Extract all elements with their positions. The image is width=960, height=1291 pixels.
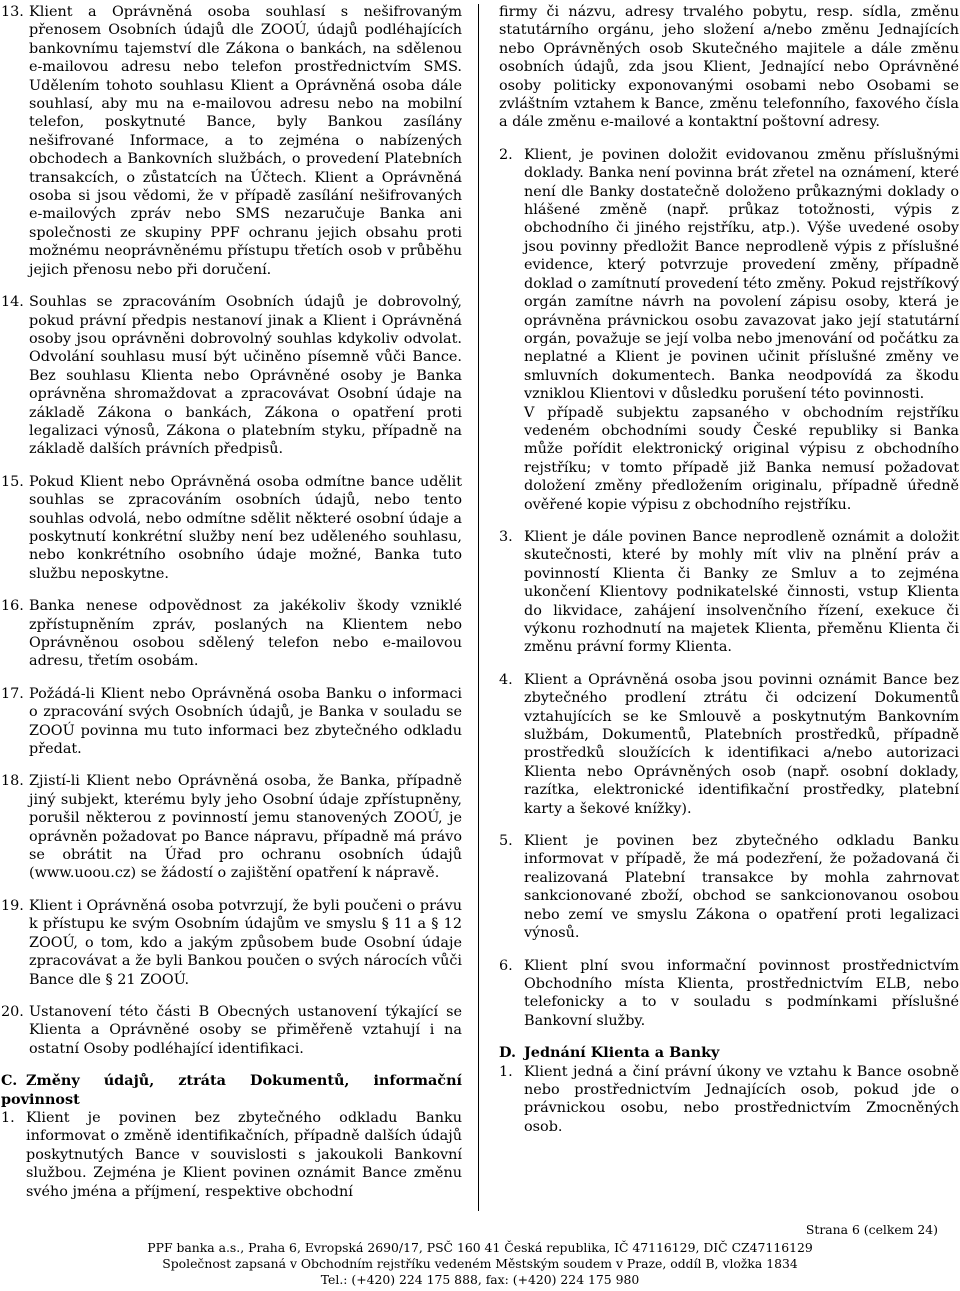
item-number: 20.: [1, 1003, 24, 1020]
item-paragraph: Požádá-li Klient nebo Oprávněná osoba Banku o informaci o zpracování svých Osobních údajů, je Banka v souladu se ZOOÚ povinna mu tuto informaci bez zbytečného odkladu předat.: [29, 685, 462, 758]
list-item: [1, 293, 462, 459]
item-paragraph: Klient je dále povinen Bance neprodleně oznámit a doložit skutečnosti, které by mohly mít vliv na plnění práv a povinností Klienta či Banky ze Smluv a to zejména ukončení Klientovy podnikatelské činnosti, vstup Klienta do likvidace, zahájení insolvenčního řízení, exekuce či výkonu rozhodnutí na majetek Klienta, přeměnu Klienta či změnu právní formy Klienta.: [524, 528, 959, 656]
item-number: 15.: [1, 473, 24, 490]
item-paragraph: Klient, je povinen doložit evidovanou změnu příslušnými doklady. Banka není povinna brát zřetel na oznámení, které není dle Banky dostatečně doloženo průkaznými doklady o hlášené změně (např. průkaz totožnosti, výpis z obchodního či jiného rejstříku, atp.). Výše uvedené osoby jsou povinny předložit Bance neprodleně výpis z příslušné evidence, který potvrzuje provedení změny, případně doklad o zamítnutí provedení této změny. Pokud rejstříkový orgán zamítne návrh na povolení zápisu osoby, která je oprávněna právnickou osobu zavazovat jako její statutární orgán, považuje se její volba nebo jmenování od počátku za neplatné a Klient je povinen učinit příslušné změny ve smluvních dokumentech. Banka neodpovídá za škodu vzniklou Klientovi v důsledku porušení této povinnosti.: [524, 146, 959, 403]
item-paragraph: Zjistí-li Klient nebo Oprávněná osoba, že Banka, případně jiný subjekt, kterému byly jeho Osobní údaje zpřístupněny, porušil některou z povinností jemu stanovených ZOOÚ, je oprávněn požadovat po Bance nápravu, případně má právo se obrátit na Úřad pro ochranu osobních údajů (www.uoou.cz) se žádostí o zajištění opatření k nápravě.: [29, 773, 462, 882]
item-number: 6.: [499, 957, 513, 974]
item-paragraph: Ustanovení této části B Obecných ustanovení týkající se Klienta a Oprávněné osoby se přiměřeně vztahují i na ostatní Osoby podléhající identifikaci.: [29, 1003, 462, 1057]
section-d-letter: D.: [499, 1044, 516, 1062]
page-number: Strana 6 (celkem 24): [805, 1222, 938, 1237]
item-paragraph: Klient jedná a činí právní úkony ve vztahu k Bance osobně nebo prostřednictvím Jednajících osob, pokud jde o právnickou osobu, nebo prostřednictvím Zmocněných osob.: [524, 1063, 959, 1135]
section-c-letter: C.: [1, 1072, 18, 1090]
item-number: 16.: [1, 598, 24, 615]
item-number: 1.: [499, 1063, 513, 1080]
right-column: [499, 3, 959, 1150]
list-item: [499, 528, 959, 657]
list-item: [1, 897, 462, 989]
list-item: [1, 597, 462, 671]
column-divider: [478, 4, 479, 1211]
item-paragraph: Klient je povinen bez zbytečného odkladu Banku informovat v případě, že má podezření, že požadovaná či realizovaná Platební transakce by mohla zahrnovat sankcionované zboží, obchod se sankcionovanou osobou nebo zemí ve smyslu Zákona o opatření proti legalizaci výnosů.: [524, 833, 959, 942]
item-paragraph: Klient i Oprávněná osoba potvrzují, že byli poučeni o právu k přístupu ke svým Osobním údajům ve smyslu § 11 a § 12 ZOOÚ, o tom, kdo a jakým způsobem bude Osobní údaje zpracovávat a že byli Bankou poučen o svých nárocích vůči Bance dle § 21 ZOOÚ.: [29, 897, 462, 988]
list-item: [1, 3, 462, 279]
item-paragraph: V případě subjektu zapsaného v obchodním rejstříku vedeném obchodními soudy České republiky si Banka může pořídit elektronický original výpisu z obchodního rejstříku; v tomto případě již Banka nemusí požadovat doložení změny předložením originalu, případně úředně ověřené kopie výpisu z obchodního rejstříku.: [524, 404, 959, 513]
right-items: [499, 146, 959, 1030]
item-paragraph: Klient plní svou informační povinnost prostřednictvím Obchodního místa Klienta, prostřednictvím ELB, nebo telefonicky a to v souladu s podmínkami příslušné Bankovní služby.: [524, 957, 959, 1029]
section-c-title: Změny údajů, ztráta Dokumentů, informační povinnost: [1, 1072, 462, 1108]
item-paragraph: Klient a Oprávněná osoba jsou povinni oznámit Bance bez zbytečného prodlení ztrátu či odcizení Dokumentů vztahujících se ke Smlouvě a poskytnutým Bankovním službám, Dokumentů, Platebních prostředků, případně prostředků sloužících k identifikaci a/nebo autorizaci Klienta nebo Oprávněných osob (např. osobní doklady, razítka, elektronické identifikační prostředky, platební karty a šekové knížky).: [524, 671, 959, 817]
item-number: 14.: [1, 294, 24, 311]
list-item: [499, 146, 959, 514]
list-item: [499, 1063, 959, 1137]
left-column: [1, 3, 462, 1215]
footer-company-line: PPF banka a.s., Praha 6, Evropská 2690/17, PSČ 160 41 Česká republika, IČ 47116129, DIČ CZ47116129: [147, 1240, 813, 1255]
item-paragraph: Banka nenese odpovědnost za jakékoliv škody vzniklé zpřístupněním zpráv, poslaných na Klientem nebo Oprávněnou osobou sdělený telefon nebo e-mailovou adresu, třetím osobám.: [29, 598, 462, 670]
list-item: [1, 685, 462, 759]
item-number: 2.: [499, 146, 513, 163]
list-item: [1, 1109, 462, 1201]
list-item: [1, 473, 462, 583]
item-paragraph: Klient je povinen bez zbytečného odkladu Banku informovat o změně identifikačních, případně dalších údajů poskytnutých Bance v souvislosti s jakoukoli Bankovní službou. Zejména je Klient povinen oznámit Bance změnu svého jména a příjmení, respektive obchodní: [26, 1109, 462, 1200]
list-item: [499, 832, 959, 942]
item-paragraph: Klient a Oprávněná osoba souhlasí s nešifrovaným přenosem Osobních údajů dle ZOOÚ, údajů podléhajících bankovnímu tajemství dle Zákona o bankách, na sdělenou e-mailovou adresu nebo telefon prostřednictvím SMS. Udělením tohoto souhlasu Klient a Oprávněná osoba dále souhlasí, aby mu na e-mailovou adresu nebo na mobilní telefon, poskytnuté Bance, byly Bankou zasílány nešifrované Informace, a to zejména o nabízených obchodech a Bankovních službách, o provedení Platebních transakcích, o zůstatcích na Účtech. Klient a Oprávněná osoba si jsou vědomi, že v případě zasílání nešifrovaných e-mailových zpráv nebo SMS nezaručuje Banka ani společnosti ze skupiny PPF ochranu jejich obsahu proti možnému neoprávněnému přístupu třetích osob v průběhu jejich přenosu nebo při doručení.: [29, 4, 462, 278]
item-number: 13.: [1, 4, 24, 20]
continuation-paragraph: firmy či názvu, adresy trvalého pobytu, resp. sídla, změnu statutárního orgánu, jeho složení a/nebo změnu Jednajících nebo Oprávněných osob Skutečného majitele a dále změnu osobních údajů, zda jsou Klient, Jednající nebo Oprávněné osoby politicky exponovanými osobami nebo Osobami se zvláštním vztahem k Bance, změnu telefonního, faxového čísla a dále změnu e-mailové a kontaktní poštovní adresy.: [499, 4, 959, 131]
section-d-heading: [499, 1044, 959, 1062]
right-items-d: [499, 1063, 959, 1137]
footer-registry-line: Společnost zapsaná v Obchodním rejstříku vedeném Městským soudem v Praze, oddíl B, vložka 1834: [162, 1256, 798, 1271]
left-items-a: [1, 3, 462, 1058]
list-item: [1, 1003, 462, 1058]
item-number: 3.: [499, 528, 513, 545]
item-number: 18.: [1, 773, 24, 790]
left-items-b: [1, 1109, 462, 1201]
item-number: 19.: [1, 897, 24, 914]
item-paragraph: Souhlas se zpracováním Osobních údajů je dobrovolný, pokud právní předpis nestanoví jinak a Klient i Oprávněná osoby jsou oprávněni dobrovolný souhlas kdykoliv odvolat. Odvolání souhlasu musí být učiněno písemně vůči Bance. Bez souhlasu Klienta nebo Oprávněné osoby je Banka oprávněna shromaždovat a zpracovávat Osobní údaje na základě Zákona o bankách, Zákona o opatření proti legalizaci výnosů, Zákona o platebním styku, případně na základě dalších právních předpisů.: [29, 294, 462, 458]
section-d-title: Jednání Klienta a Banky: [524, 1044, 720, 1062]
list-item: [499, 671, 959, 818]
item-number: 1.: [1, 1109, 15, 1126]
section-c-heading: [1, 1072, 462, 1109]
item-number: 4.: [499, 671, 513, 688]
footer-contact-line: Tel.: (+420) 224 175 888, fax: (+420) 224 175 980: [320, 1272, 640, 1287]
item-number: 5.: [499, 833, 513, 850]
list-item: [1, 772, 462, 882]
list-item: [499, 957, 959, 1031]
item-paragraph: Pokud Klient nebo Oprávněná osoba odmítne bance udělit souhlas se zpracováním osobních údajů, nebo tento souhlas odvolá, nebo odmítne sdělit některé osobní údaje a poskytnutí konkrétní služby není bez uděleného souhlasu, nebo konkrétního osobního údaje možné, Banka tuto službu neposkytne.: [29, 473, 462, 582]
item-number: 17.: [1, 685, 24, 702]
